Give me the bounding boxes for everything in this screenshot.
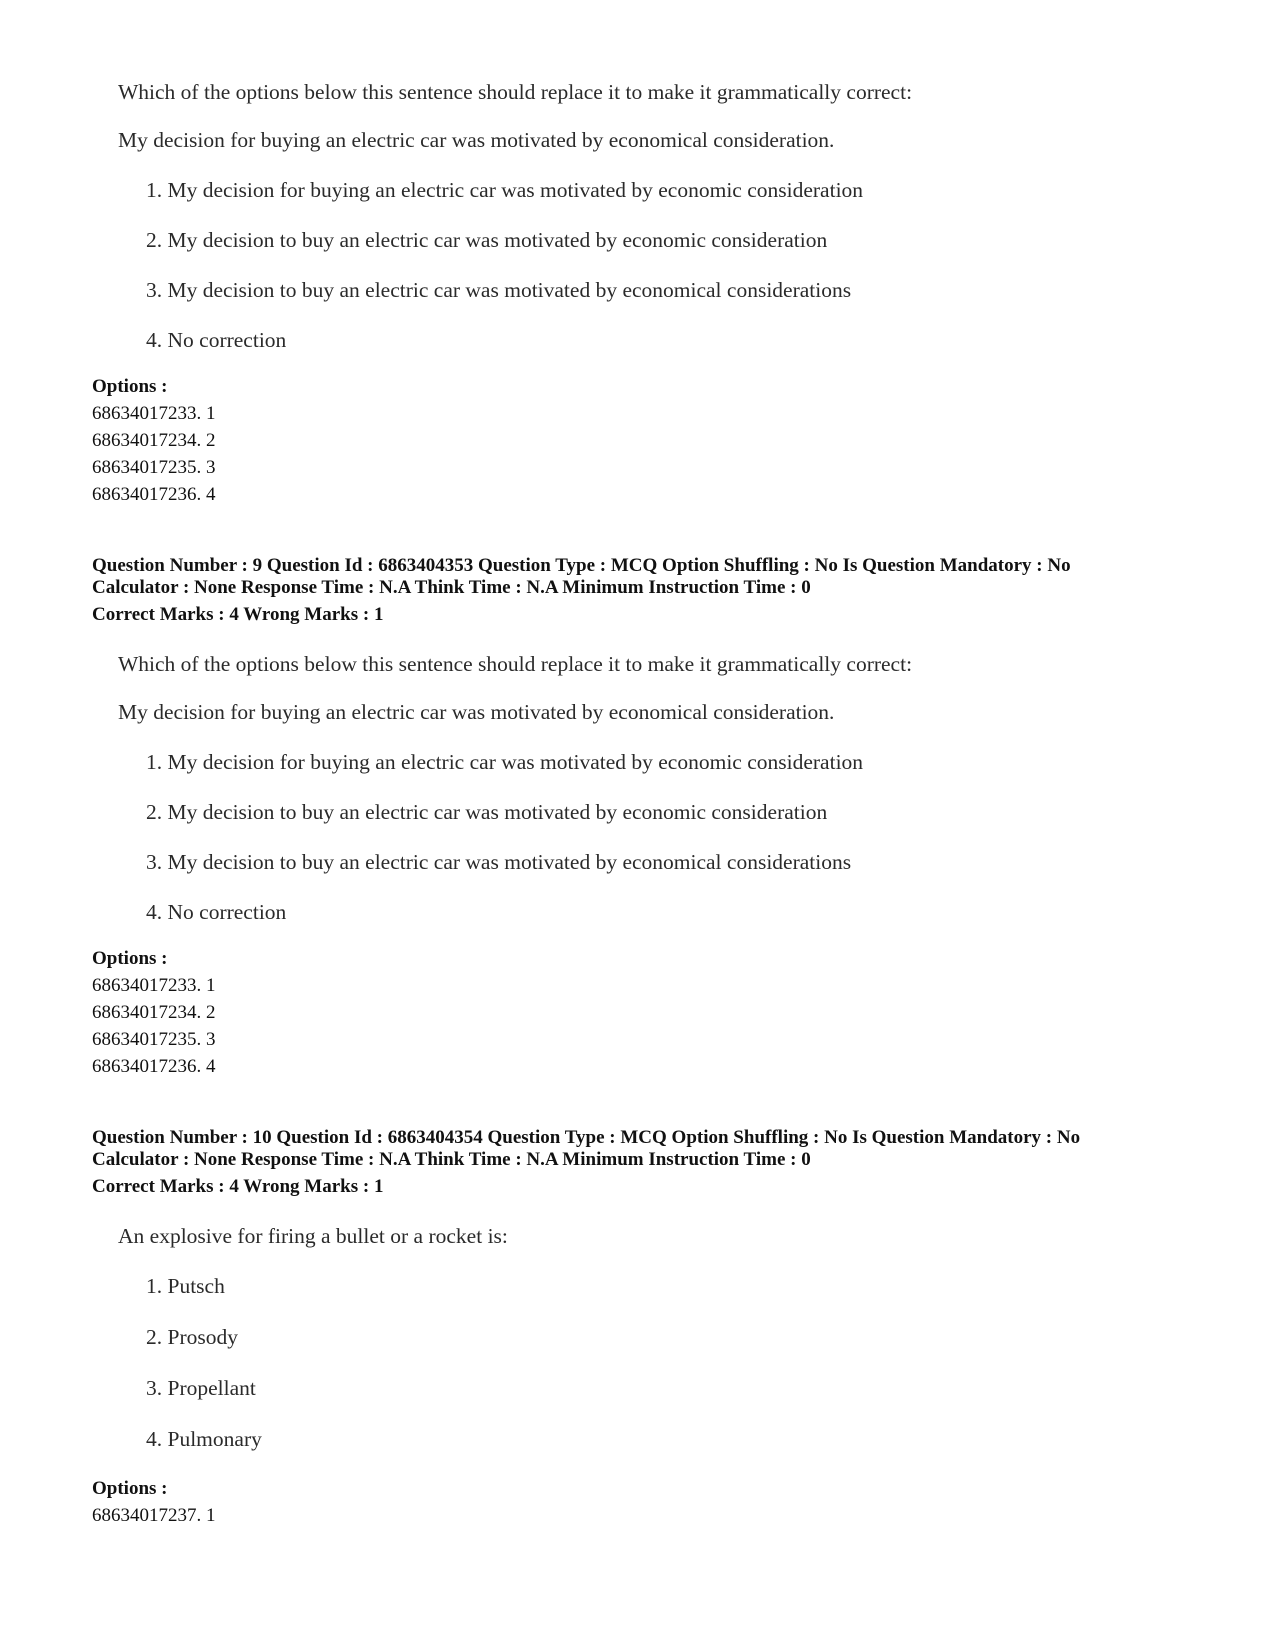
choice-3: 3. Propellant xyxy=(146,1376,256,1400)
choice-4: 4. Pulmonary xyxy=(146,1427,262,1451)
question-sentence: My decision for buying an electric car was motivated by economical consideration. xyxy=(118,700,835,724)
question-marks: Correct Marks : 4 Wrong Marks : 1 xyxy=(92,604,384,625)
choice-4: 4. No correction xyxy=(146,900,287,924)
question-sentence: My decision for buying an electric car was motivated by economical consideration. xyxy=(118,128,835,152)
question-meta-line-1: Question Number : 10 Question Id : 6863404354 Question Type : MCQ Option Shuffling : No Is Question Mandatory : No xyxy=(92,1127,1081,1148)
option-line: 68634017233. 1 xyxy=(92,403,216,424)
option-line: 68634017237. 1 xyxy=(92,1505,216,1526)
options-label: Options : xyxy=(92,948,168,969)
option-line: 68634017235. 3 xyxy=(92,1029,216,1050)
choice-2: 2. My decision to buy an electric car was motivated by economic consideration xyxy=(146,228,828,252)
options-label: Options : xyxy=(92,1478,168,1499)
option-line: 68634017234. 2 xyxy=(92,430,216,451)
choice-2: 2. Prosody xyxy=(146,1325,238,1349)
choice-2: 2. My decision to buy an electric car was motivated by economic consideration xyxy=(146,800,828,824)
choice-1: 1. My decision for buying an electric car was motivated by economic consideration xyxy=(146,178,864,202)
choice-3: 3. My decision to buy an electric car was motivated by economical considerations xyxy=(146,850,852,874)
option-line: 68634017236. 4 xyxy=(92,1056,216,1077)
question-marks: Correct Marks : 4 Wrong Marks : 1 xyxy=(92,1176,384,1197)
option-line: 68634017233. 1 xyxy=(92,975,216,996)
choice-1: 1. Putsch xyxy=(146,1274,225,1298)
question-meta-line-2: Calculator : None Response Time : N.A Think Time : N.A Minimum Instruction Time : 0 xyxy=(92,577,811,598)
question-meta-line-1: Question Number : 9 Question Id : 6863404353 Question Type : MCQ Option Shuffling : No Is Question Mandatory : No xyxy=(92,555,1071,576)
choice-3: 3. My decision to buy an electric car was motivated by economical considerations xyxy=(146,278,852,302)
choice-4: 4. No correction xyxy=(146,328,287,352)
option-line: 68634017234. 2 xyxy=(92,1002,216,1023)
question-stem: Which of the options below this sentence should replace it to make it grammatically correct: xyxy=(118,652,913,676)
options-label: Options : xyxy=(92,376,168,397)
question-meta-line-2: Calculator : None Response Time : N.A Think Time : N.A Minimum Instruction Time : 0 xyxy=(92,1149,811,1170)
question-stem: An explosive for firing a bullet or a rocket is: xyxy=(118,1224,508,1248)
choice-1: 1. My decision for buying an electric car was motivated by economic consideration xyxy=(146,750,864,774)
option-line: 68634017236. 4 xyxy=(92,484,216,505)
option-line: 68634017235. 3 xyxy=(92,457,216,478)
question-stem: Which of the options below this sentence should replace it to make it grammatically correct: xyxy=(118,80,913,104)
